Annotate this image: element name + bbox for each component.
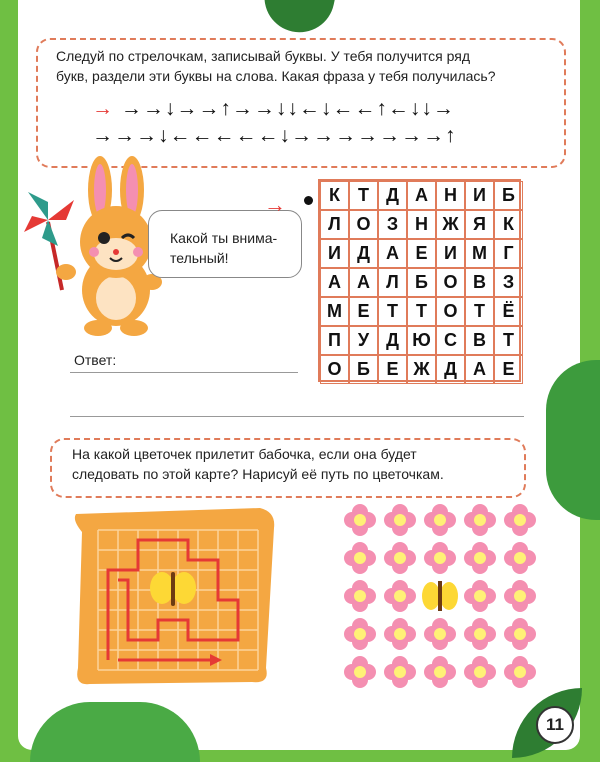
grid-cell: Т [494, 326, 523, 355]
flower-icon[interactable] [464, 542, 496, 574]
flower-icon[interactable] [384, 618, 416, 650]
answer-line-2[interactable] [70, 416, 524, 417]
grid-cell: Д [436, 355, 465, 384]
grid-cell: А [465, 355, 494, 384]
grid-cell: К [494, 210, 523, 239]
grid-cell: Н [436, 181, 465, 210]
grid-cell: О [320, 355, 349, 384]
flower-icon[interactable] [504, 580, 536, 612]
grid-cell: У [349, 326, 378, 355]
flower-icon[interactable] [384, 580, 416, 612]
answer-line-1[interactable] [70, 372, 298, 373]
arrow-row2-text: →→→↓←←←←←↓→→→→→→→↑ [92, 124, 457, 147]
butterfly-icon [150, 572, 196, 606]
grid-cell: З [378, 210, 407, 239]
grid-start-dot [304, 196, 313, 205]
grid-cell: Е [494, 355, 523, 384]
flower-icon[interactable] [344, 656, 376, 688]
answer-label: Ответ: [74, 352, 117, 368]
grid-cell: М [320, 297, 349, 326]
grid-cell: В [465, 326, 494, 355]
treasure-map-with-path [70, 508, 280, 686]
flower-icon[interactable] [344, 580, 376, 612]
flower-icon[interactable] [504, 542, 536, 574]
flower-icon[interactable] [464, 618, 496, 650]
grid-cell: Д [349, 239, 378, 268]
grid-cell: О [436, 297, 465, 326]
grid-cell: Е [378, 355, 407, 384]
grid-cell: Ю [407, 326, 436, 355]
bubble-line1: Какой ты внима- [170, 230, 278, 246]
flower-icon[interactable] [344, 618, 376, 650]
flower-icon[interactable] [504, 504, 536, 536]
grid-cell: А [407, 181, 436, 210]
task1-line1: Следуй по стрелочкам, записывай буквы. У тебя получится ряд [56, 48, 470, 64]
page-number: 11 [536, 706, 574, 744]
grid-cell: И [436, 239, 465, 268]
task1-line2: букв, раздели эти буквы на слова. Какая фраза у тебя получилась? [56, 68, 496, 84]
grid-cell: Т [465, 297, 494, 326]
grid-cell: А [378, 239, 407, 268]
grid-cell: И [320, 239, 349, 268]
grid-cell: Ж [407, 355, 436, 384]
grid-cell: Т [378, 297, 407, 326]
grid-cell: А [320, 268, 349, 297]
grid-cell: З [494, 268, 523, 297]
flower-icon[interactable] [424, 656, 456, 688]
grid-cell: Е [407, 239, 436, 268]
speech-bubble-text [170, 228, 290, 268]
grid-cell: М [465, 239, 494, 268]
grid-cell: И [465, 181, 494, 210]
flower-icon[interactable] [344, 504, 376, 536]
arrow-sequence-row2 [92, 124, 457, 148]
flower-field [340, 502, 540, 692]
start-arrow-icon: → [92, 97, 114, 120]
grid-cell: С [436, 326, 465, 355]
grid-cell: Т [407, 297, 436, 326]
flower-icon[interactable] [424, 618, 456, 650]
grid-cell: К [320, 181, 349, 210]
grid-cell: А [349, 268, 378, 297]
flower-icon[interactable] [464, 580, 496, 612]
grid-cell: Е [349, 297, 378, 326]
bubble-line2: тельный! [170, 250, 229, 266]
grid-cell: Т [349, 181, 378, 210]
grid-cell: В [465, 268, 494, 297]
flower-icon[interactable] [344, 542, 376, 574]
flower-icon[interactable] [504, 656, 536, 688]
grid-start-arrow-icon: → [264, 192, 286, 217]
task2-line2: следовать по этой карте? Нарисуй её путь по цветочкам. [72, 466, 444, 482]
grid-cell: О [436, 268, 465, 297]
flower-icon[interactable] [384, 542, 416, 574]
grid-cell: Д [378, 181, 407, 210]
arrow-sequence-row1 [92, 97, 455, 121]
grid-cell: Я [465, 210, 494, 239]
arrow-row1-text: →→↓→→↑→→↓↓←↓←←↑←↓↓→ [120, 97, 455, 120]
flower-icon[interactable] [424, 542, 456, 574]
grid-cell: О [349, 210, 378, 239]
flower-icon[interactable] [504, 618, 536, 650]
grid-cell: Л [320, 210, 349, 239]
flower-icon[interactable] [424, 504, 456, 536]
letter-grid [318, 179, 521, 382]
bunny-with-pinwheel-illustration [18, 150, 168, 340]
flower-icon[interactable] [384, 656, 416, 688]
grid-cell: Б [407, 268, 436, 297]
grid-cell: Л [378, 268, 407, 297]
task2-instructions [72, 444, 504, 484]
grid-cell: Н [407, 210, 436, 239]
flower-icon[interactable] [384, 504, 416, 536]
grid-cell: Ж [436, 210, 465, 239]
flower-icon[interactable] [464, 656, 496, 688]
grid-cell: П [320, 326, 349, 355]
grid-cell: Г [494, 239, 523, 268]
flower-icon[interactable] [464, 504, 496, 536]
grid-cell: Б [494, 181, 523, 210]
grid-cell: Б [349, 355, 378, 384]
task2-line1: На какой цветочек прилетит бабочка, если она будет [72, 446, 417, 462]
grid-cell: Д [378, 326, 407, 355]
task1-instructions [56, 46, 546, 86]
bush-decoration-right [546, 360, 600, 520]
butterfly-icon[interactable] [422, 581, 458, 611]
grid-cell: Ё [494, 297, 523, 326]
